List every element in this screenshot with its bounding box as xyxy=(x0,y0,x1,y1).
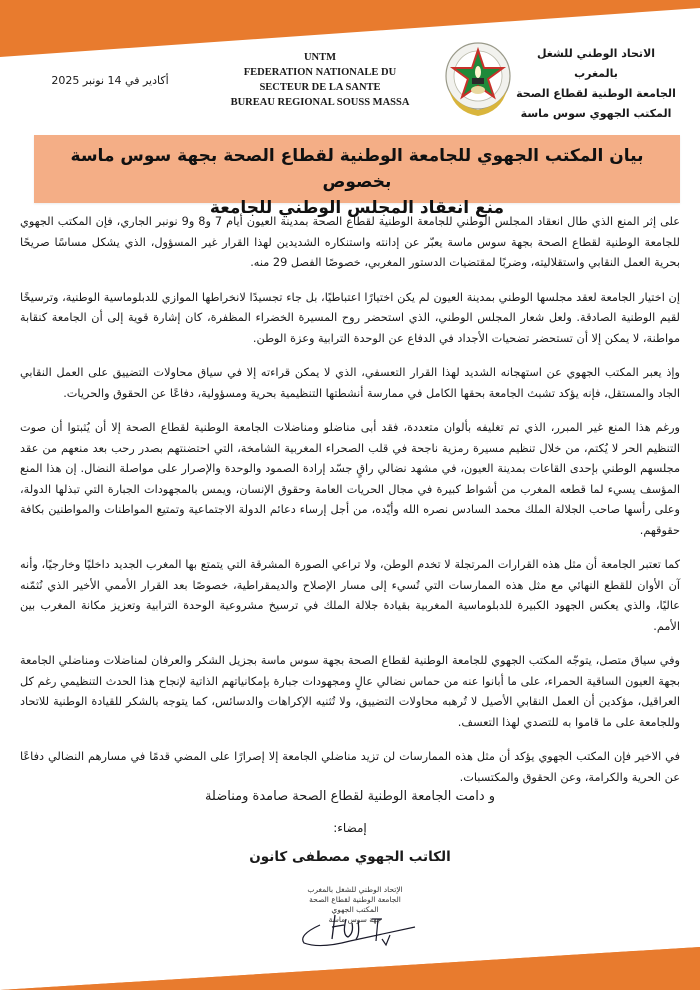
title-line-1: بيان المكتب الجهوي للجامعة الوطنية لقطاع الصحة بجهة سوس ماسة بخصوص xyxy=(70,146,644,192)
org-line: المكتب الجهوي سوس ماسة xyxy=(520,107,672,120)
document-date: أكادير في 14 نونبر 2025 xyxy=(51,74,169,87)
org-line: BUREAU REGIONAL SOUSS MASSA xyxy=(230,97,410,108)
bottom-orange-band xyxy=(0,940,700,990)
paragraph: في الاخير فإن المكتب الجهوي يؤكد أن مثل هذه الممارسات لن تزيد مناضلي الجامعة إلا إصرارًا على المضي قدمًا في مسارهم النضالي دفاعًا عن الحرية والكرامة، وعن الحقوق والمكتسبات. xyxy=(20,750,680,784)
statement-title xyxy=(34,135,680,218)
stamp-line: الإتحاد الوطني للشغل بالمغرب xyxy=(307,885,403,894)
union-emblem-star-icon xyxy=(443,40,513,120)
french-org-name xyxy=(210,50,430,110)
paragraph: ورغم هذا المنع غير المبرر، الذي تم تغليفه بألوان متعددة، فقد أبى مناضلو ومناضلات الجامعة الوطنية لقطاع الصحة إلا أن يُثبتوا أن صوت التنظيم الحر لا يُكتم، من خلال تنظيم مسيرة رمزية ناجحة في قلب الصحراء المغربية الشامخة، التي احتضنتهم بصدر رحب بعد منعهم من عقد مجلسهم الوطني بإحدى القاعات بمدينة العيون، في مشهد نضالي راقٍ جسّد إرادة الصمود والوحدة والإصرار على مواصلة النضال. إن هذا المنع المؤسف يسيء لما قطعه المغرب من أشواط كبيرة في مجال الحريات العامة وحقوق الإنسان، ويمس بالمجهودات الجبارة التي تبذلها الدولة، وعلى رأسها صاحب الجلالة الملك محمد السادس نصره الله وأيّده، من أجل إرساء دعائم الدولة الاجتماعية وتمتيع المواطنات والمواطنين بكافة حقوقهم. xyxy=(20,421,680,537)
org-line: UNTM xyxy=(303,52,337,63)
statement-body xyxy=(20,212,680,802)
signature-label: إمضاء: xyxy=(333,821,367,835)
closing-slogan: و دامت الجامعة الوطنية لقطاع الصحة صامدة ومناضلة xyxy=(204,789,496,804)
org-line: SECTEUR DE LA SANTE xyxy=(259,82,381,93)
title-line-2: منع انعقاد المجلس الوطني للجامعة xyxy=(209,198,505,218)
arabic-org-name xyxy=(516,44,676,124)
org-line: FEDERATION NATIONALE DU xyxy=(243,67,397,78)
stamp-line: الجامعة الوطنية لقطاع الصحة xyxy=(309,895,401,904)
letterhead xyxy=(0,40,700,120)
paragraph: كما تعتبر الجامعة أن مثل هذه القرارات المرتجلة لا تخدم الوطن، ولا تراعي الصورة المشرقة التي يتمتع بها المغرب الجديد داخليًا وخارجيًا، وأنه آن الأوان للقطع النهائي مع مثل هذه الممارسات التي تُسيء إلى مسار الإصلاح والديمقراطية، خصوصًا بعد القرار الأممي الأخير الذي نُثمّنه عاليًا، والذي يعكس الجهود الكبيرة للدبلوماسية المغربية بقيادة جلالة الملك في ترسيخ مشروعية الوحدة الترابية وتعزيز مكانة المغرب بين الأمم. xyxy=(20,558,680,633)
paragraph: وفي سياق متصل، يتوجّه المكتب الجهوي للجامعة الوطنية لقطاع الصحة بجهة سوس ماسة بجزيل الشكر والعرفان لمناضلات ومناضلي الجامعة بجهة العيون الساقية الحمراء، على ما أبانوا عنه من حماس نضالي عالٍ ومجهودات جبارة بإمكانياتهم الذاتية لإنجاح هذا الحدث التنظيمي رغم كل العراقيل، مؤكدين أن العمل النقابي الأصيل لا تُرهبه محاولات التضييق، ولا تُثنيه الإكراهات والدسائس، كما يتوجه بالشكر للقيادة الوطنية للاتحاد وللجامعة على ما قاموا به للتصدي لهذا التعسف. xyxy=(20,654,680,729)
stamp-line: جهة سوس ماسة xyxy=(328,915,382,924)
closing-block xyxy=(0,786,700,868)
paragraph: إن اختيار الجامعة لعقد مجلسها الوطني بمدينة العيون لم يكن اختيارًا اعتباطيًا، بل جاء تجسيدًا لانخراطها الموازي للدبلوماسية الوطنية، وترسيخًا لقيم الوطنية الصادقة. ولعل شعار المجلس الوطني، الذي استحضر روح المسيرة الخضراء المظفرة، كان إشارة قوية إلى أن الجامعة كنقابة مواطنة، لا يمكن إلا أن تستحضر تضحيات الأجداد في الدفاع عن الوحدة الترابية وعزة الوطن. xyxy=(20,290,680,345)
signatory-name: الكاتب الجهوي مصطفى كانون xyxy=(249,849,451,865)
stamp-line: المكتب الجهوي xyxy=(331,905,379,914)
paragraph: على إثر المنع الذي طال انعقاد المجلس الوطني للجامعة الوطنية لقطاع الصحة بمدينة العيون أيام 7 و8 و9 نونبر الجاري، فإن المكتب الجهوي للجامعة الوطنية لقطاع الصحة بجهة سوس ماسة يعبّر عن إدانته واستنكاره الشديدين لهذا القرار غير المسؤول، الذي يشكل مساسًا صريحًا بحرية العمل النقابي واستقلاليته، وضربًا لمقتضيات الدستور المغربي، خصوصًا الفصل 29 منه. xyxy=(20,215,681,269)
org-line: الجامعة الوطنية لقطاع الصحة xyxy=(516,87,676,100)
org-line: الاتحاد الوطني للشغل بالمغرب xyxy=(536,47,656,80)
paragraph: وإذ يعبر المكتب الجهوي عن استهجانه الشديد لهذا القرار التعسفي، الذي لا يمكن قراءته إلا في سياق محاولات التضييق على العمل النقابي الجاد والمستقل، فإنه يؤكد تشبث الجامعة بحقها الكامل في ممارسة أنشطتها التنظيمية بحرية ومسؤولية، دفاعًا عن الحقوق والحريات. xyxy=(20,366,680,400)
